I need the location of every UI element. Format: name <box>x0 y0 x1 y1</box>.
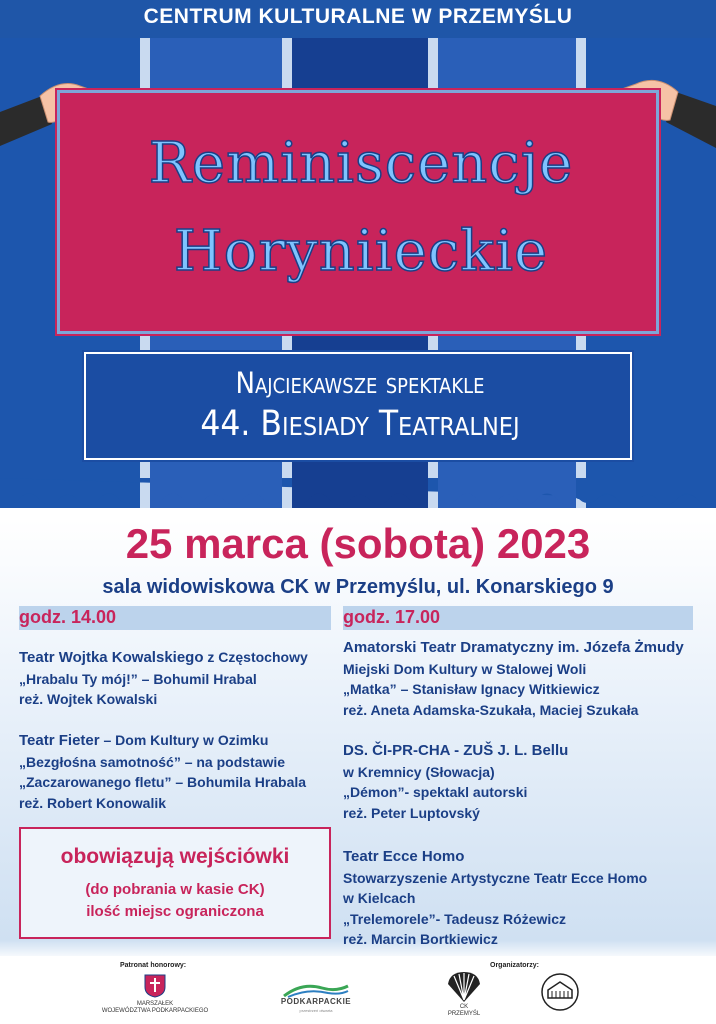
group-city: w Kielcach <box>343 890 416 906</box>
event-venue: sala widowiskowa CK w Przemyślu, ul. Konarskiego 9 <box>102 576 614 598</box>
group-director: reż. Peter Luptovský <box>343 804 480 821</box>
patronage-label: Patronat honorowy: <box>120 962 187 969</box>
group-name: DS. ČI-PR-CHA - ZUŠ J. L. Bellu <box>343 742 569 759</box>
ck-shell-logo-icon <box>446 970 482 1004</box>
group-play: „Hrabalu Ty mój!” – Bohumil Hrabal <box>19 670 257 687</box>
podkarpackie-logo-icon <box>282 982 350 998</box>
group-director: reż. Aneta Adamska-Szukała, Maciej Szukała <box>343 701 639 718</box>
group-origin: Stowarzyszenie Artystyczne Teatr Ecce Homo <box>343 869 648 886</box>
session-2-group-2 <box>343 741 703 823</box>
session-2-time-bar <box>343 606 693 630</box>
group-director: reż. Wojtek Kowalski <box>19 691 158 707</box>
notice-line-1: (do pobrania w kasie CK) <box>85 881 265 898</box>
group-origin: w Kremnicy (Słowacja) <box>343 763 495 780</box>
marshal-caption-2: WOJEWÓDZTWA PODKARPACKIEGO <box>101 1008 209 1014</box>
event-date: 25 marca (sobota) 2023 <box>125 520 591 567</box>
group-name: Amatorski Teatr Dramatyczny im. Józefa Żmudy <box>343 639 684 656</box>
podkarpackie-tagline: przestrzeń otwarta <box>299 1008 333 1013</box>
curtain-wave-edge <box>0 478 716 522</box>
group-origin: z Częstochowy <box>203 649 308 665</box>
organizer-title: CENTRUM KULTURALNE W PRZEMYŚLU <box>143 5 573 28</box>
theatre-building-logo-icon <box>540 972 580 1012</box>
title-line-2: Horyniieckie <box>173 219 549 284</box>
group-play: „Démon”- spektakl autorski <box>343 784 528 800</box>
notice-line-2: ilość miejsc ograniczona <box>86 903 264 920</box>
session-1-time-bar <box>19 606 331 630</box>
subtitle-line-2: 44. Biesiady Teatralnej <box>200 404 520 444</box>
session-1-group-1 <box>19 647 339 710</box>
title-sign <box>57 90 659 334</box>
tickets-notice <box>19 827 331 939</box>
notice-title: obowiązują wejściówki <box>60 845 290 868</box>
group-origin: – Dom Kultury w Ozimku <box>99 732 269 748</box>
subtitle-box <box>84 352 632 460</box>
title-line-1: Reminiscencje <box>148 131 574 196</box>
marshal-caption-1: MARSZAŁEK <box>136 1001 174 1007</box>
group-name: Teatr Fieter <box>19 732 100 749</box>
group-director: reż. Marcin Bortkiewicz <box>343 931 498 947</box>
session-2-group-1 <box>343 638 703 720</box>
group-name: Teatr Ecce Homo <box>343 848 465 865</box>
session-2-group-3 <box>343 847 703 950</box>
ck-caption-1: CK <box>459 1004 469 1010</box>
session-1-group-2 <box>19 730 339 813</box>
session-2-time: godz. 17.00 <box>343 607 441 627</box>
group-director: reż. Robert Konowalik <box>19 794 167 811</box>
group-play-source: „Zaczarowanego fletu” – Bohumila Hrabala <box>19 774 307 790</box>
group-play: „Bezgłośna samotność” – na podstawie <box>19 753 286 770</box>
group-name: Teatr Wojtka Kowalskiego <box>19 649 204 666</box>
coat-of-arms-icon <box>144 974 166 998</box>
subtitle-line-1: Najciekawsze spektakle <box>235 366 485 400</box>
podkarpackie-logo-text: PODKARPACKIE <box>280 997 352 1006</box>
group-play: „Matka” – Stanisław Ignacy Witkiewicz <box>343 681 600 697</box>
session-1-time: godz. 14.00 <box>19 607 117 627</box>
group-origin: Miejski Dom Kultury w Stalowej Woli <box>343 660 587 677</box>
ck-caption-2: PRZEMYŚL <box>447 1011 481 1017</box>
group-play: „Trelemorele”- Tadeusz Różewicz <box>343 910 567 927</box>
footer <box>0 956 716 1024</box>
organizers-label: Organizatorzy: <box>490 962 540 969</box>
